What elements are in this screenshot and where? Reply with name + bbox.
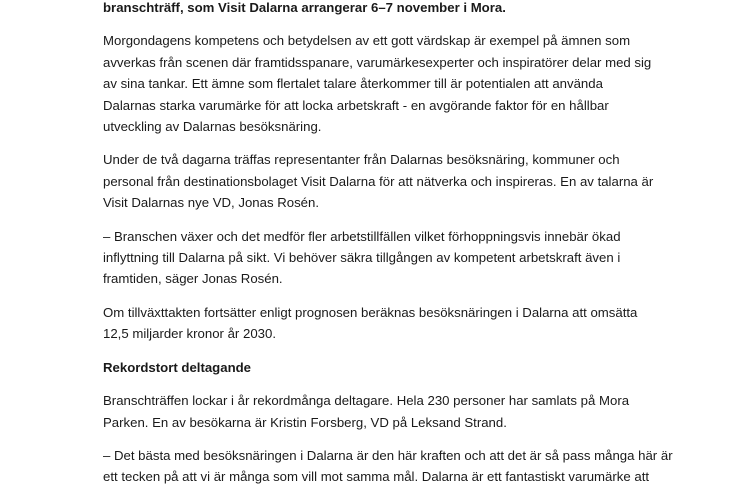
section-paragraph-1: Branschträffen lockar i år rekordmånga deltagare. Hela 230 personer har samlats på Mora Parken. En av besökarna är Kristin Forsberg, VD på Leksand Strand. (103, 393, 630, 430)
body-paragraph-3-quote: – Branschen växer och det medför fler arbetstillfällen vilket förhoppningsvis innebär ökad inflyttning till Dalarna på sikt. Vi behöver säkra tillgången av kompetent arbetskraft även i framtiden, säger Jonas Rosén. (103, 228, 621, 287)
section-paragraph-2-quote: – Det bästa med besöksnäringen i Dalarna är den här kraften och att det är så pass många här är ett tecken på att vi är många som vill mot samma mål. Dalarna är ett fantastiskt varumärke att (103, 447, 673, 485)
body-paragraph-4: Om tillväxttakten fortsätter enligt prognosen beräknas besöksnäringen i Dalarna att omsätta 12,5 miljarder kronor år 2030. (103, 304, 638, 342)
lead-paragraph-tail: branschträff, som Visit Dalarna arrangerar 6–7 november i Mora. (103, 0, 506, 15)
body-paragraph-1: Morgondagens kompetens och betydelsen av ett gott värdskap är exempel på ämnen som avverkas från scenen där framtidsspanare, varumärkesexperter och inspiratörer delar med sig av sina tankar. Ett ämne som flertalet talare återkommer till är potentialen att använda Dalarnas starka varumärke för att locka arbetskraft - en avgörande faktor för en hållbar utveckling av Dalarnas besöksnäring. (103, 33, 652, 135)
body-paragraph-2: Under de två dagarna träffas representanter från Dalarnas besöksnäring, kommuner och personal från destinationsbolaget Visit Dalarna för att nätverka och inspireras. En av talarna är Visit Dalarnas nye VD, Jonas Rosén. (103, 152, 654, 211)
document-page (103, 0, 743, 500)
section-heading: Rekordstort deltagande (103, 359, 252, 375)
